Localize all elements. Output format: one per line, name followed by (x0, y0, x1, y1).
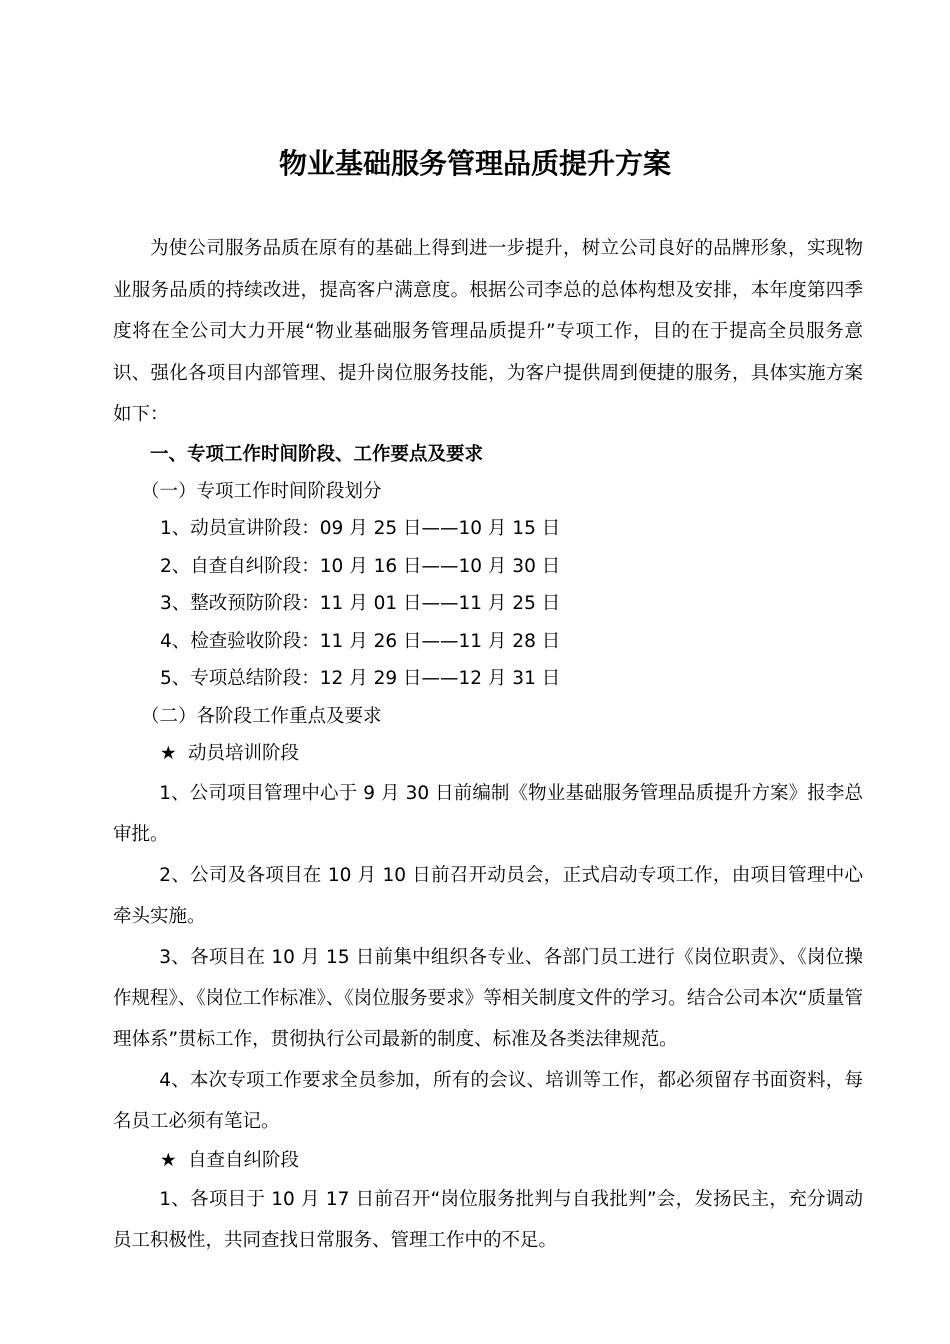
stage-heading-self-check (113, 1142, 863, 1180)
stage-heading-label: 动员培训阶段 (188, 743, 300, 764)
subsection-heading-2: （二）各阶段工作重点及要求 (141, 705, 382, 727)
document-title: 物业基础服务管理品质提升方案 (278, 147, 671, 180)
stage1-item: 3、各项目在 10 月 15 日前集中组织各专业、各部门员工进行《岗位职责》、《岗位操作规程》、《岗位工作标准》、《岗位服务要求》等相关制度文件的学习。结合公司本次“质量管理体系”贯标工作，贯彻执行公司最新的制度、标准及各类法律规范。 (113, 946, 863, 1050)
phase-item: 4、检查验收阶段：11 月 26 日——11 月 28 日 (160, 630, 561, 652)
phase-item: 5、专项总结阶段：12 月 29 日——12 月 31 日 (160, 668, 561, 689)
stage-heading-mobilization (113, 735, 863, 773)
star-icon: ★ (160, 743, 177, 764)
phase-item: 1、动员宣讲阶段：09 月 25 日——10 月 15 日 (160, 518, 561, 539)
stage1-item: 2、公司及各项目在 10 月 10 日前召开动员会，正式启动专项工作，由项目管理中心牵头实施。 (113, 864, 863, 927)
section-heading-1: 一、专项工作时间阶段、工作要点及要求 (150, 443, 484, 465)
star-icon: ★ (160, 1149, 177, 1171)
document-body (113, 228, 863, 1261)
stage1-item: 1、公司项目管理中心于 9 月 30 日前编制《物业基础服务管理品质提升方案》报李总审批。 (113, 782, 863, 845)
stage-heading-label: 自查自纠阶段 (188, 1149, 300, 1171)
phase-item: 2、自查自纠阶段：10 月 16 日——10 月 30 日 (160, 555, 561, 577)
intro-paragraph: 为使公司服务品质在原有的基础上得到进一步提升，树立公司良好的品牌形象，实现物业服务品质的持续改进，提高客户满意度。根据公司李总的总体构想及安排，本年度第四季度将在全公司大力开展“物业基础服务管理品质提升”专项工作，目的在于提高全员服务意识、强化各项目内部管理、提升岗位服务技能，为客户提供周到便捷的服务，具体实施方案如下： (113, 238, 863, 425)
subsection-heading-1: （一）专项工作时间阶段划分 (141, 480, 382, 502)
phase-item: 3、整改预防阶段：11 月 01 日——11 月 25 日 (160, 593, 561, 614)
stage1-item: 4、本次专项工作要求全员参加，所有的会议、培训等工作，都必须留存书面资料，每名员工必须有笔记。 (113, 1069, 863, 1132)
stage2-item: 1、各项目于 10 月 17 日前召开“岗位服务批判与自我批判”会，发扬民主，充分调动员工积极性，共同查找日常服务、管理工作中的不足。 (113, 1189, 863, 1251)
